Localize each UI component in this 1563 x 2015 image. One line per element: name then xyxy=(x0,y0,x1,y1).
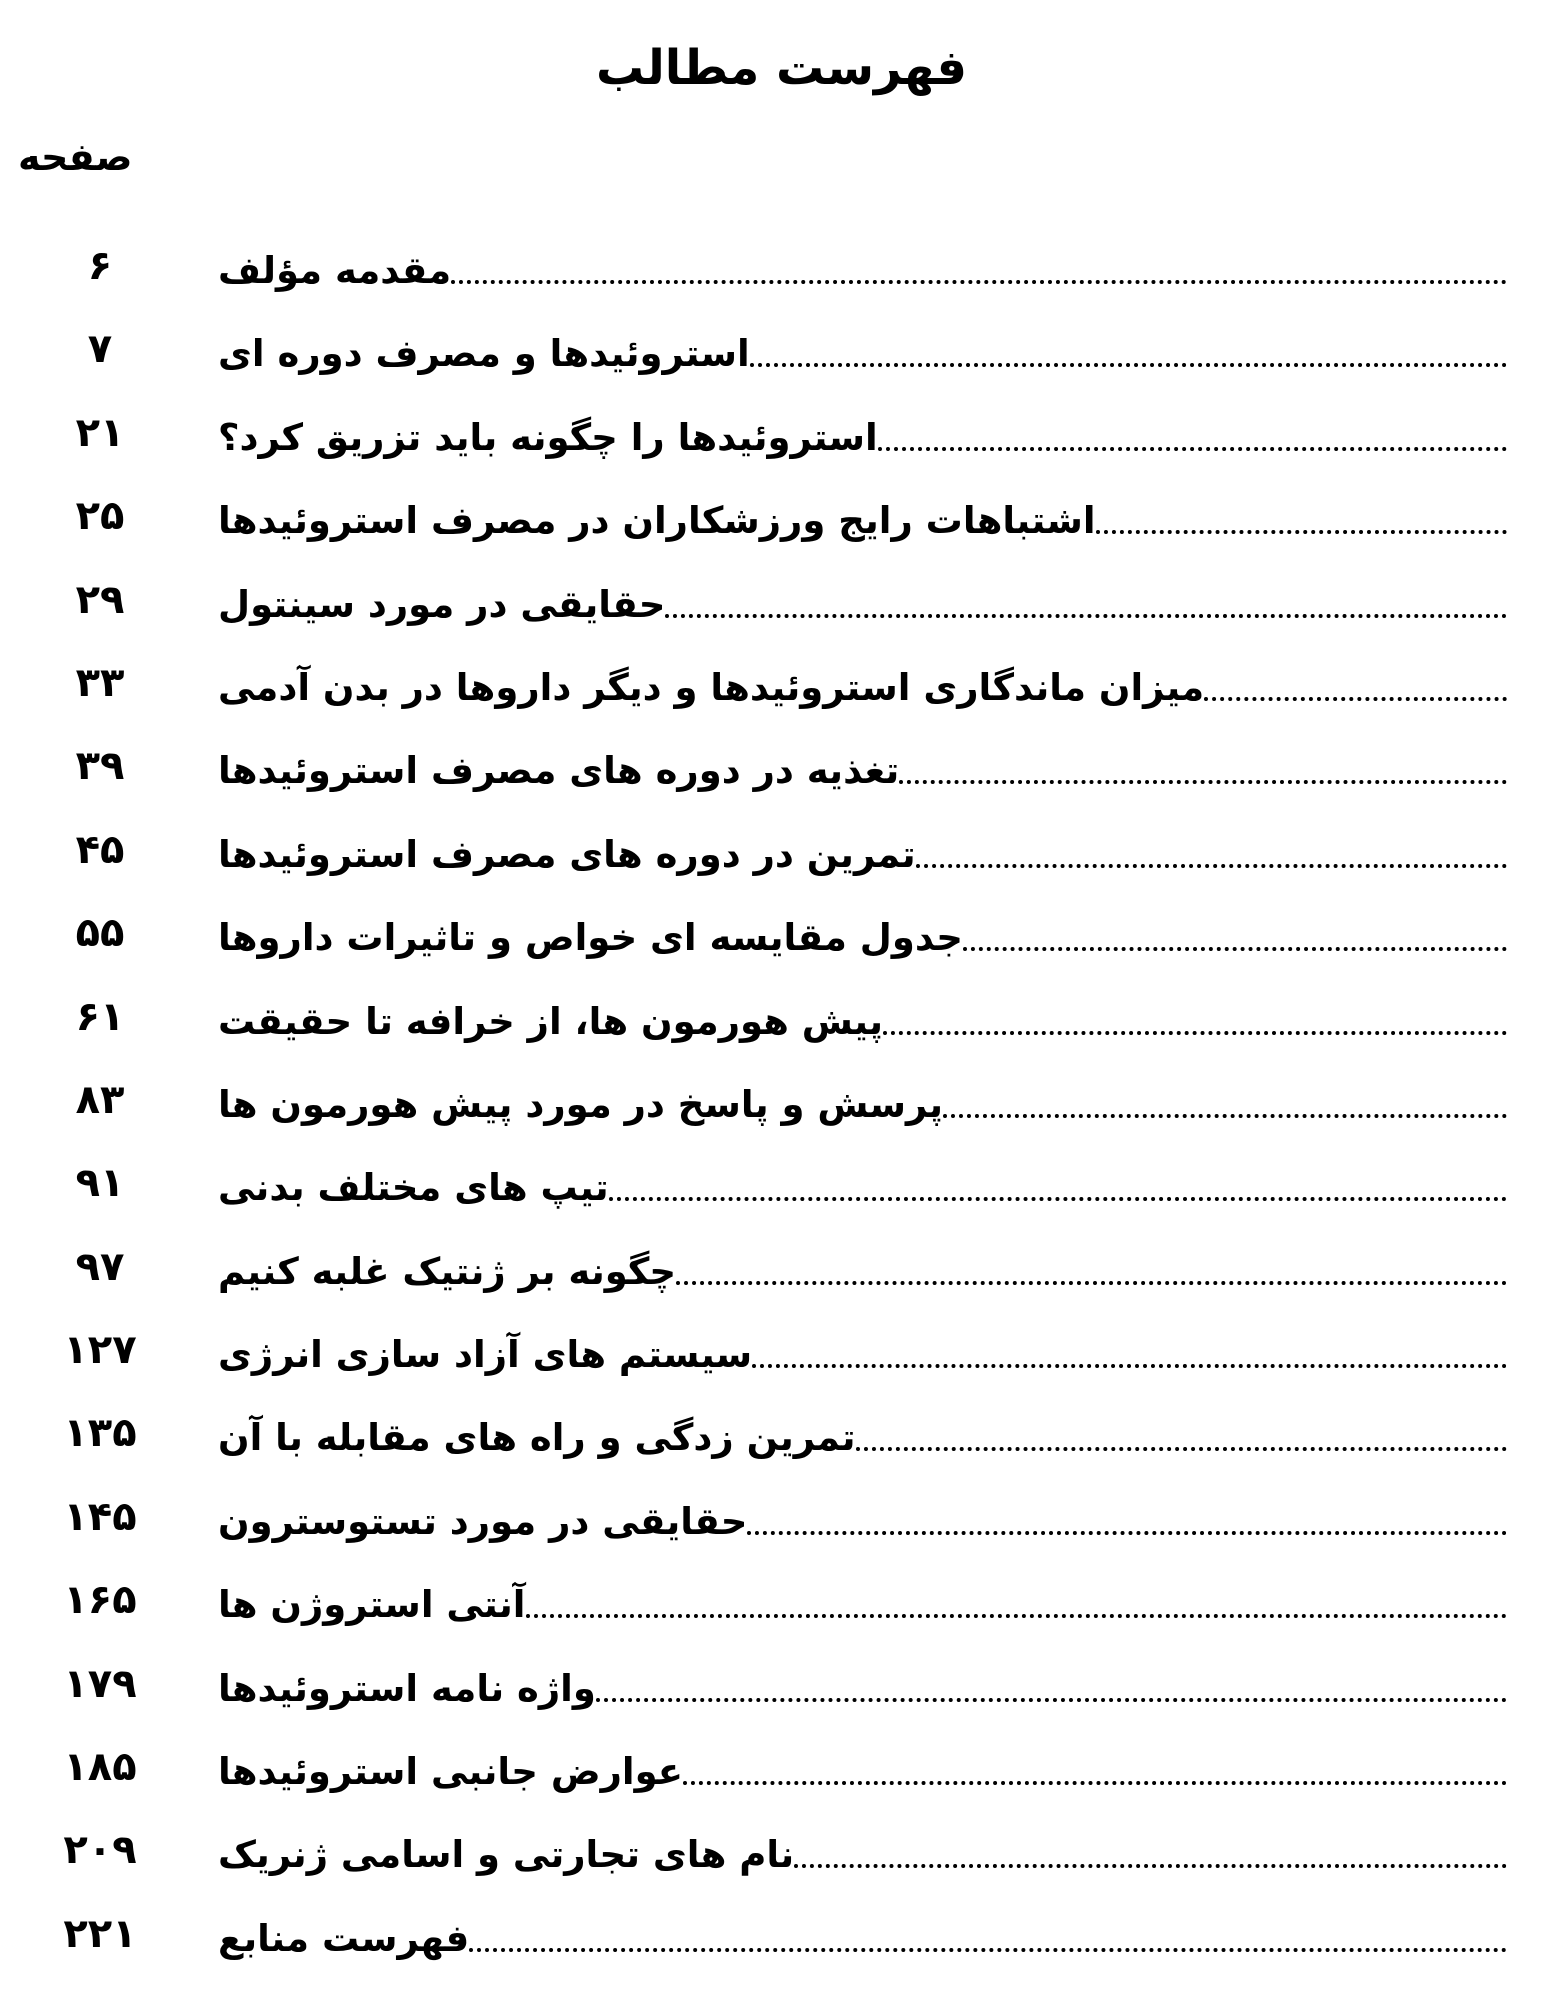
dot-leader xyxy=(856,1447,1507,1451)
toc-page-number: ۳۳ xyxy=(75,659,125,706)
page-column-label: صفحه xyxy=(18,135,133,179)
toc-title-wrap xyxy=(218,1906,1511,1966)
toc-entry-title[interactable]: تیپ های مختلف بدنی xyxy=(218,1166,609,1210)
toc-row[interactable] xyxy=(0,1822,1563,1905)
toc-page-number: ۹۷ xyxy=(75,1243,125,1290)
toc-row[interactable] xyxy=(0,989,1563,1072)
toc-entry-title[interactable]: تغذیه در دوره های مصرف استروئیدها xyxy=(218,749,900,793)
dot-leader xyxy=(916,864,1507,868)
toc-row[interactable] xyxy=(0,655,1563,738)
toc-title-wrap xyxy=(218,1322,1511,1382)
dot-leader xyxy=(899,780,1507,784)
dot-leader xyxy=(752,1364,1507,1368)
toc-page-number: ۳۹ xyxy=(75,743,125,790)
toc-row[interactable] xyxy=(0,1906,1563,1989)
toc-title-wrap xyxy=(218,1072,1511,1132)
toc-row[interactable] xyxy=(0,238,1563,321)
dot-leader xyxy=(596,1698,1507,1702)
toc-row[interactable] xyxy=(0,1572,1563,1655)
toc-title-wrap xyxy=(218,822,1511,882)
toc-entry-title[interactable]: پرسش و پاسخ در مورد پیش هورمون ها xyxy=(218,1082,943,1126)
toc-title-wrap xyxy=(218,1572,1511,1632)
toc-page-number: ۵۵ xyxy=(75,910,125,957)
toc-page-number: ۱۶۵ xyxy=(63,1577,137,1624)
toc-entry-title[interactable]: حقایقی در مورد تستوسترون xyxy=(218,1499,748,1543)
toc-title-wrap xyxy=(218,1739,1511,1799)
dot-leader xyxy=(526,1614,1508,1618)
toc-title-wrap xyxy=(218,738,1511,798)
toc-row[interactable] xyxy=(0,822,1563,905)
toc-entry-title[interactable]: آنتی استروژن ها xyxy=(218,1583,526,1627)
toc-title-wrap xyxy=(218,572,1511,632)
dot-leader xyxy=(676,1281,1507,1285)
toc-title-wrap xyxy=(218,1239,1511,1299)
toc-row[interactable] xyxy=(0,321,1563,404)
table-of-contents xyxy=(0,238,1563,1989)
toc-row[interactable] xyxy=(0,488,1563,571)
toc-title-wrap xyxy=(218,238,1511,298)
toc-row[interactable] xyxy=(0,1405,1563,1488)
toc-entry-title[interactable]: میزان ماندگاری استروئیدها و دیگر داروها در بدن آدمی xyxy=(218,665,1205,709)
toc-entry-title[interactable]: سیستم های آزاد سازی انرژی xyxy=(218,1333,753,1377)
toc-entry-title[interactable]: چگونه بر ژنتیک غلبه کنیم xyxy=(218,1249,677,1293)
dot-leader xyxy=(747,1531,1507,1535)
toc-page-number: ۸۳ xyxy=(75,1076,125,1123)
dot-leader xyxy=(683,1781,1507,1785)
toc-entry-title[interactable]: تمرین زدگی و راه های مقابله با آن xyxy=(218,1416,856,1460)
toc-title-wrap xyxy=(218,1489,1511,1549)
toc-row[interactable] xyxy=(0,1239,1563,1322)
toc-entry-title[interactable]: پیش هورمون ها، از خرافه تا حقیقت xyxy=(218,999,884,1043)
toc-page-number: ۲۲۱ xyxy=(63,1910,137,1957)
toc-title-wrap xyxy=(218,405,1511,465)
toc-row[interactable] xyxy=(0,1155,1563,1238)
toc-title-wrap xyxy=(218,321,1511,381)
toc-row[interactable] xyxy=(0,405,1563,488)
toc-page-number: ۱۷۹ xyxy=(63,1660,137,1707)
toc-page-number: ۴۵ xyxy=(75,826,125,873)
toc-title-wrap xyxy=(218,488,1511,548)
toc-row[interactable] xyxy=(0,1489,1563,1572)
toc-page-number: ۲۹ xyxy=(75,576,125,623)
toc-row[interactable] xyxy=(0,1739,1563,1822)
toc-row[interactable] xyxy=(0,1656,1563,1739)
dot-leader xyxy=(665,614,1507,618)
toc-entry-title[interactable]: استروئیدها و مصرف دوره ای xyxy=(218,332,750,376)
toc-page-number: ۱۴۵ xyxy=(63,1493,137,1540)
toc-entry-title[interactable]: حقایقی در مورد سینتول xyxy=(218,582,666,626)
dot-leader xyxy=(1204,697,1507,701)
dot-leader xyxy=(943,1114,1507,1118)
dot-leader xyxy=(883,1031,1507,1035)
dot-leader xyxy=(609,1197,1507,1201)
toc-row[interactable] xyxy=(0,1072,1563,1155)
toc-page-number: ۲۰۹ xyxy=(63,1827,137,1874)
toc-page-number: ۱۳۵ xyxy=(63,1410,137,1457)
toc-title-wrap xyxy=(218,1822,1511,1882)
toc-page-number: ۱۲۷ xyxy=(63,1327,137,1374)
dot-leader xyxy=(451,280,1507,284)
dot-leader xyxy=(794,1864,1507,1868)
toc-row[interactable] xyxy=(0,572,1563,655)
toc-entry-title[interactable]: اشتباهات رایج ورزشکاران در مصرف استروئیدها xyxy=(218,499,1096,543)
toc-entry-title[interactable]: استروئیدها را چگونه باید تزریق کرد؟ xyxy=(218,415,878,459)
toc-row[interactable] xyxy=(0,738,1563,821)
toc-row[interactable] xyxy=(0,1322,1563,1405)
dot-leader xyxy=(1096,530,1507,534)
toc-page-number: ۶ xyxy=(87,243,113,289)
toc-title-wrap xyxy=(218,1656,1511,1716)
dot-leader xyxy=(963,947,1507,951)
toc-title-wrap xyxy=(218,905,1511,965)
toc-page-number: ۲۱ xyxy=(75,409,125,456)
toc-entry-title[interactable]: فهرست منابع xyxy=(218,1916,470,1960)
dot-leader xyxy=(878,447,1507,451)
toc-row[interactable] xyxy=(0,905,1563,988)
toc-title-wrap xyxy=(218,989,1511,1049)
toc-title-wrap xyxy=(218,655,1511,715)
toc-page-number: ۲۵ xyxy=(75,493,125,540)
toc-page-number: ۷ xyxy=(87,326,113,373)
toc-title-wrap xyxy=(218,1405,1511,1465)
toc-title-wrap xyxy=(218,1155,1511,1215)
toc-entry-title[interactable]: جدول مقایسه ای خواص و تاثیرات داروها xyxy=(218,916,963,960)
toc-entry-title[interactable]: تمرین در دوره های مصرف استروئیدها xyxy=(218,832,916,876)
toc-page-number: ۱۸۵ xyxy=(63,1744,137,1791)
toc-entry-title[interactable]: نام های تجارتی و اسامی ژنریک xyxy=(218,1833,795,1877)
dot-leader xyxy=(750,363,1507,367)
toc-entry-title[interactable]: مقدمه مؤلف xyxy=(218,249,452,292)
toc-page-number: ۹۱ xyxy=(75,1160,125,1207)
page-title: فهرست مطالب xyxy=(595,40,968,96)
toc-page-number: ۶۱ xyxy=(75,993,125,1040)
toc-entry-title[interactable]: واژه نامه استروئیدها xyxy=(218,1666,596,1710)
dot-leader xyxy=(469,1948,1507,1952)
toc-entry-title[interactable]: عوارض جانبی استروئیدها xyxy=(218,1750,684,1794)
